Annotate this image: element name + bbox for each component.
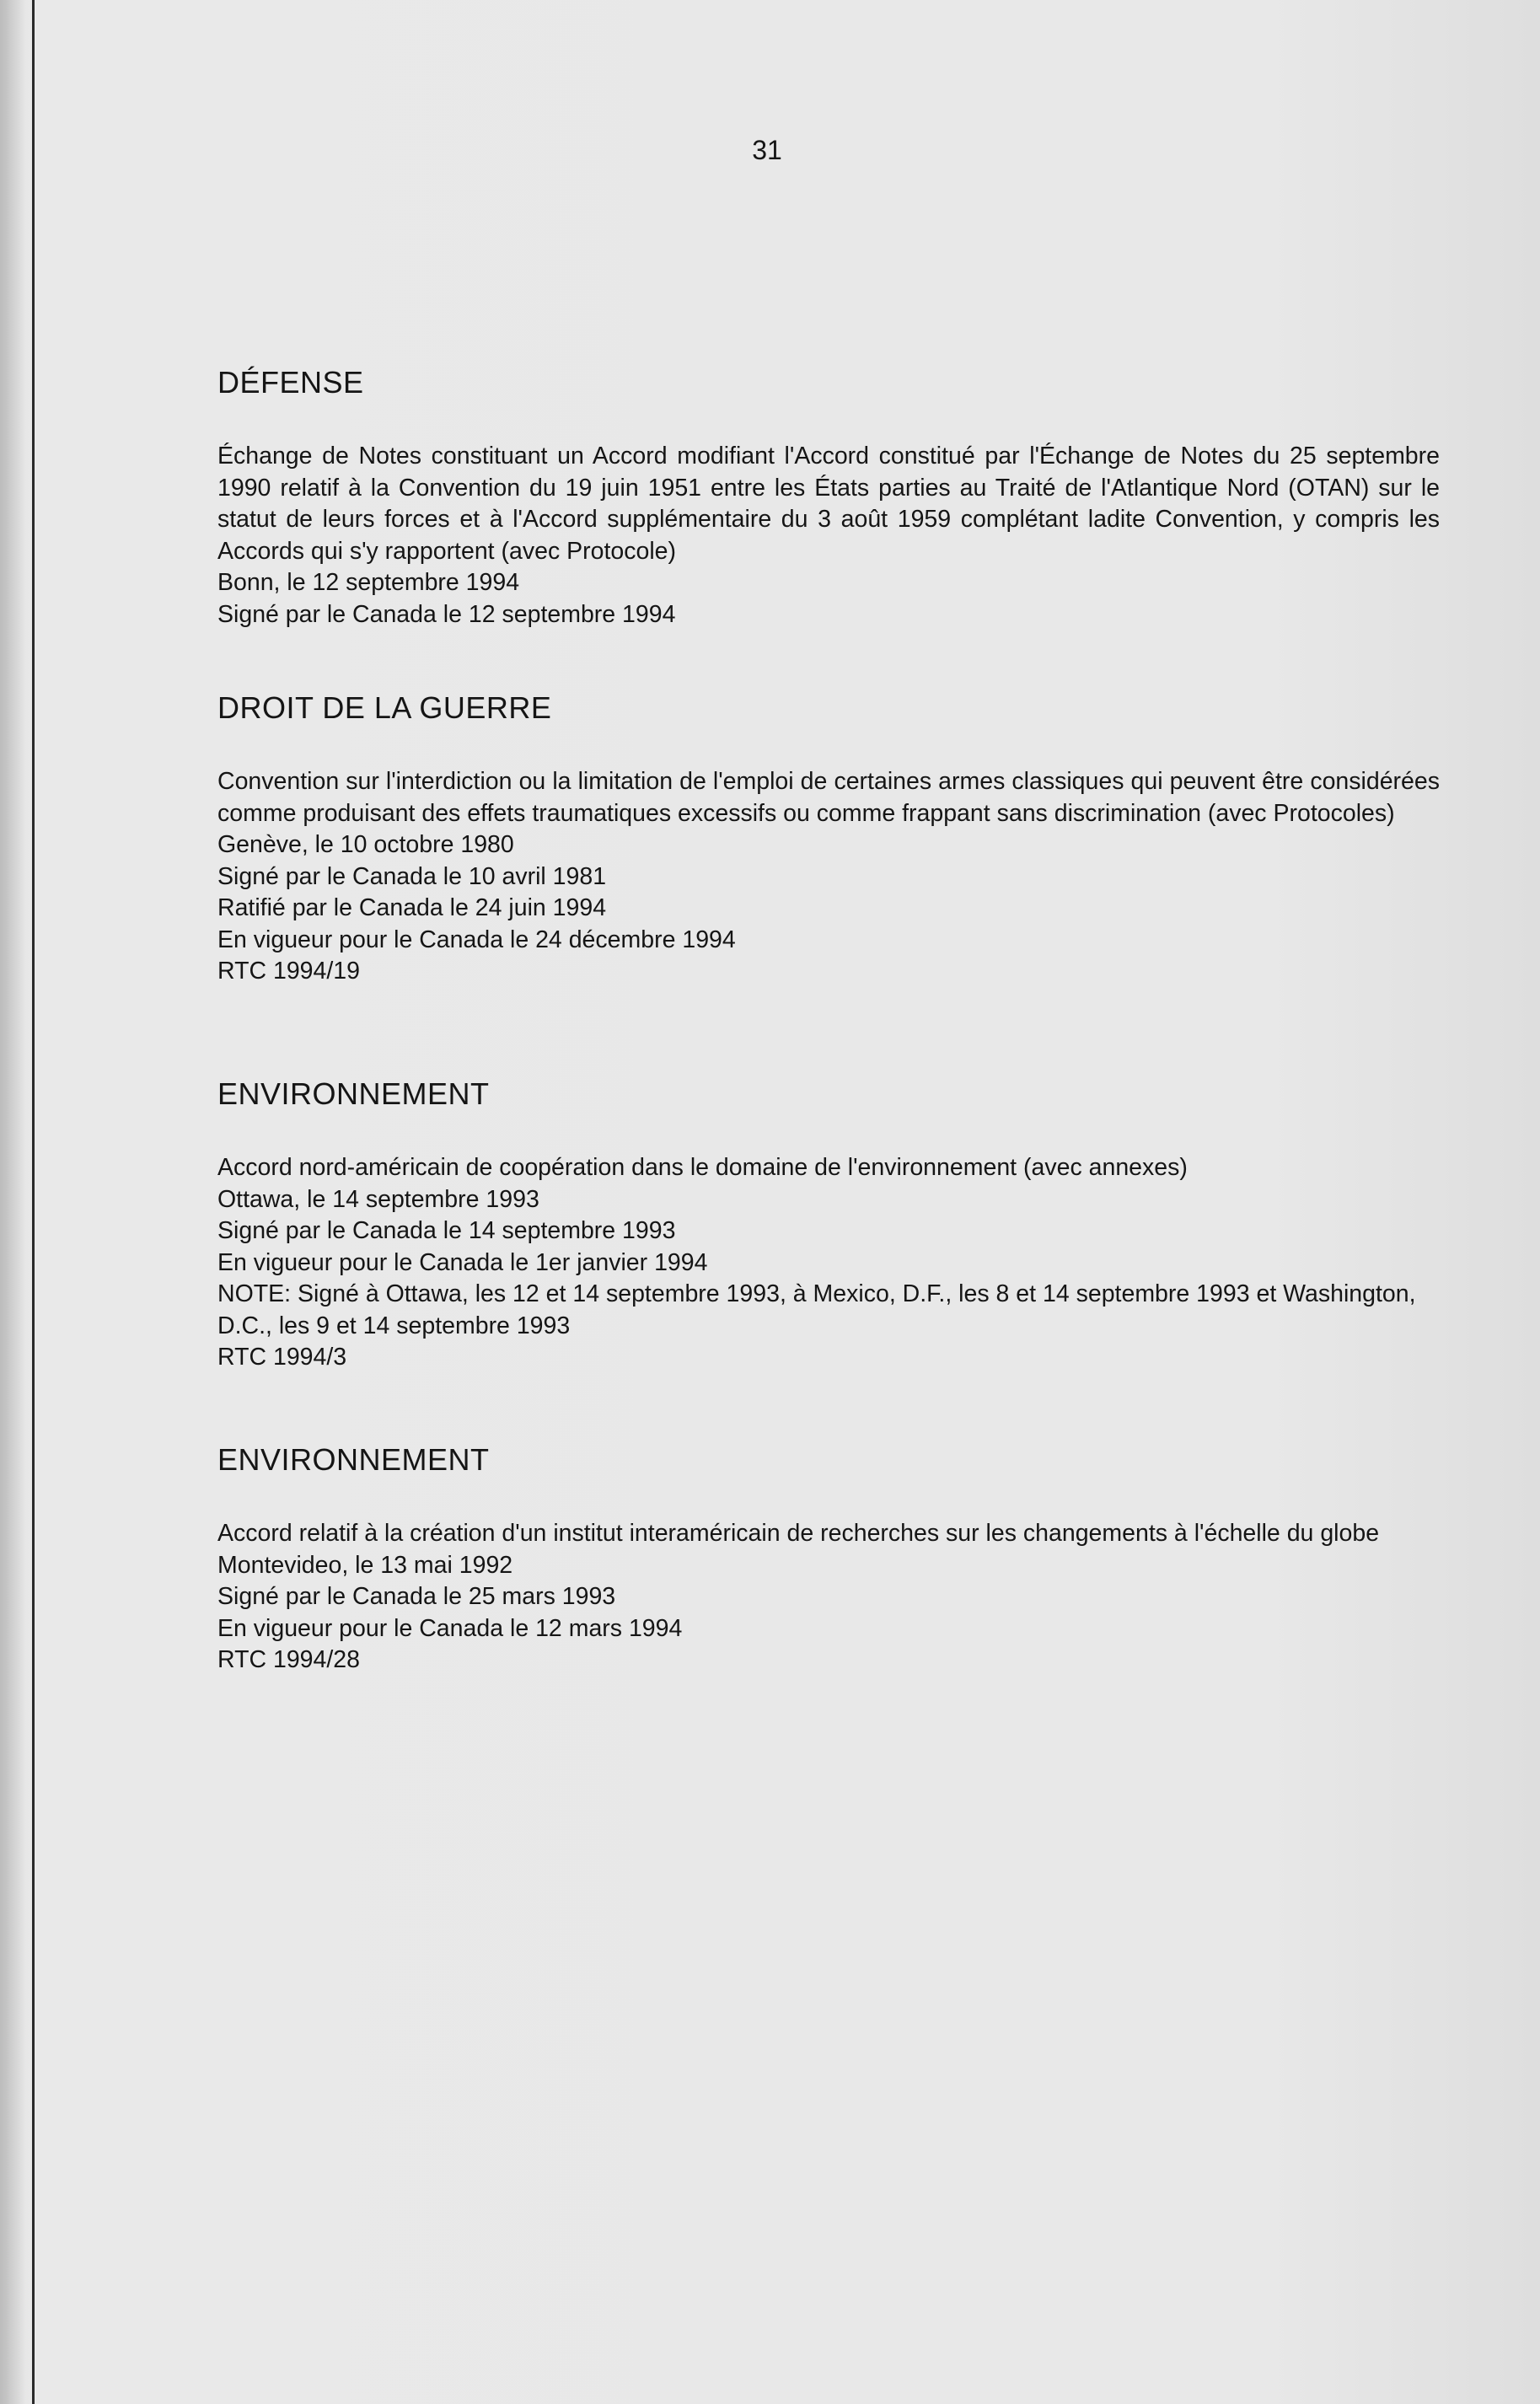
section-defense — [217, 365, 1440, 631]
treaty-reference: RTC 1994/3 — [217, 1344, 347, 1371]
section-title: ENVIRONNEMENT — [217, 1076, 490, 1111]
treaty-entry — [217, 1152, 1440, 1374]
treaty-reference: RTC 1994/28 — [217, 1646, 360, 1673]
treaty-description: Accord relatif à la création d'un institut interaméricain de recherches sur les changements à l'échelle du globe — [217, 1520, 1380, 1547]
binding-shadow — [0, 0, 25, 2404]
treaty-entry — [217, 441, 1440, 631]
treaty-ratification: Ratifié par le Canada le 24 juin 1994 — [217, 894, 607, 921]
section-title: DÉFENSE — [217, 365, 364, 400]
treaty-signature: Signé par le Canada le 12 septembre 1994 — [217, 600, 676, 628]
treaty-description: Convention sur l'interdiction ou la limitation de l'emploi de certaines armes classiques qui peuvent être considérées comme produisant des effets traumatiques excessifs ou comme frappant sans discrimination (avec Protocoles) — [217, 768, 1440, 827]
treaty-entry-into-force: En vigueur pour le Canada le 12 mars 1994 — [217, 1614, 683, 1642]
treaty-note: NOTE: Signé à Ottawa, les 12 et 14 septembre 1993, à Mexico, D.F., les 8 et 14 septembre 1993 et Washington, D.C., les 9 et 14 septembre 1993 — [217, 1280, 1416, 1339]
treaty-place-date: Montevideo, le 13 mai 1992 — [217, 1551, 513, 1579]
binding-line — [32, 0, 35, 2404]
treaty-entry-into-force: En vigueur pour le Canada le 1er janvier 1994 — [217, 1248, 708, 1276]
treaty-place-date: Bonn, le 12 septembre 1994 — [217, 569, 520, 596]
treaty-signature: Signé par le Canada le 25 mars 1993 — [217, 1583, 616, 1610]
section-environnement-1 — [217, 1076, 1440, 1374]
section-title: ENVIRONNEMENT — [217, 1442, 490, 1477]
treaty-entry — [217, 1518, 1440, 1677]
treaty-signature: Signé par le Canada le 14 septembre 1993 — [217, 1217, 676, 1244]
treaty-signature: Signé par le Canada le 10 avril 1981 — [217, 862, 607, 890]
section-environnement-2 — [217, 1442, 1440, 1677]
treaty-place-date: Genève, le 10 octobre 1980 — [217, 831, 514, 858]
treaty-place-date: Ottawa, le 14 septembre 1993 — [217, 1185, 539, 1213]
treaty-entry — [217, 766, 1440, 988]
treaty-entry-into-force: En vigueur pour le Canada le 24 décembre 1994 — [217, 926, 736, 953]
page-number: 31 — [752, 135, 782, 165]
treaty-description: Accord nord-américain de coopération dans le domaine de l'environnement (avec annexes) — [217, 1154, 1188, 1181]
treaty-reference: RTC 1994/19 — [217, 958, 360, 985]
section-title: DROIT DE LA GUERRE — [217, 690, 552, 725]
section-droit-de-la-guerre — [217, 690, 1440, 988]
treaty-description: Échange de Notes constituant un Accord modifiant l'Accord constitué par l'Échange de Notes du 25 septembre 1990 relatif à la Convention du 19 juin 1951 entre les États parties au Traité de l'Atlantique Nord (OTAN) sur le statut de leurs forces et à l'Accord supplémentaire du 3 août 1959 complétant ladite Convention, y compris les Accords qui s'y rapportent (avec Protocole) — [217, 443, 1440, 565]
